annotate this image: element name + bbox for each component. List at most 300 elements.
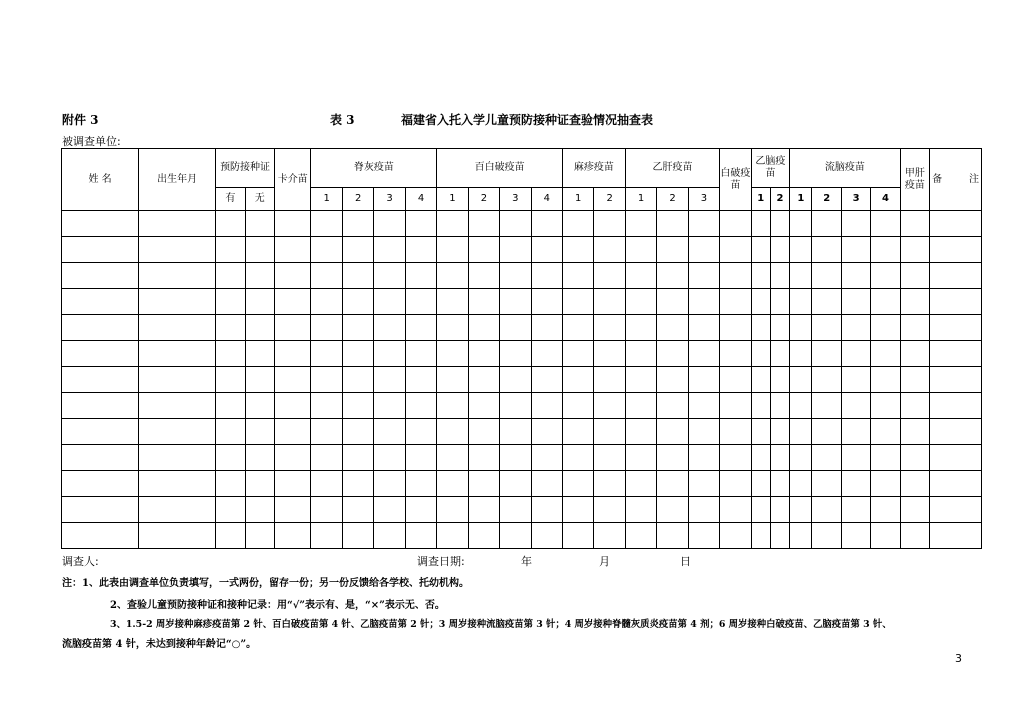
table-cell[interactable] bbox=[900, 393, 929, 419]
table-cell[interactable] bbox=[139, 211, 216, 237]
table-cell[interactable] bbox=[688, 211, 719, 237]
table-cell[interactable] bbox=[770, 419, 789, 445]
table-cell[interactable] bbox=[930, 393, 982, 419]
table-cell[interactable] bbox=[625, 289, 656, 315]
table-cell[interactable] bbox=[437, 393, 468, 419]
table-cell[interactable] bbox=[500, 211, 531, 237]
table-cell[interactable] bbox=[245, 263, 274, 289]
table-cell[interactable] bbox=[245, 341, 274, 367]
table-cell[interactable] bbox=[751, 237, 770, 263]
table-cell[interactable] bbox=[720, 263, 751, 289]
table-cell[interactable] bbox=[625, 367, 656, 393]
table-cell[interactable] bbox=[500, 419, 531, 445]
table-cell[interactable] bbox=[245, 211, 274, 237]
table-cell[interactable] bbox=[562, 211, 593, 237]
table-cell[interactable] bbox=[139, 523, 216, 549]
table-cell[interactable] bbox=[245, 471, 274, 497]
table-cell[interactable] bbox=[770, 341, 789, 367]
table-cell[interactable] bbox=[841, 263, 870, 289]
table-cell[interactable] bbox=[841, 523, 870, 549]
table-cell[interactable] bbox=[900, 471, 929, 497]
table-cell[interactable] bbox=[657, 419, 688, 445]
table-cell[interactable] bbox=[594, 237, 625, 263]
table-cell[interactable] bbox=[274, 237, 311, 263]
table-cell[interactable] bbox=[342, 315, 373, 341]
table-cell[interactable] bbox=[274, 367, 311, 393]
table-cell[interactable] bbox=[594, 211, 625, 237]
table-cell[interactable] bbox=[688, 341, 719, 367]
table-cell[interactable] bbox=[342, 289, 373, 315]
table-cell[interactable] bbox=[871, 263, 900, 289]
table-cell[interactable] bbox=[841, 445, 870, 471]
table-cell[interactable] bbox=[657, 497, 688, 523]
table-cell[interactable] bbox=[770, 315, 789, 341]
table-cell[interactable] bbox=[342, 471, 373, 497]
table-cell[interactable] bbox=[274, 419, 311, 445]
table-cell[interactable] bbox=[500, 237, 531, 263]
table-cell[interactable] bbox=[900, 315, 929, 341]
table-cell[interactable] bbox=[871, 341, 900, 367]
table-cell[interactable] bbox=[790, 523, 812, 549]
table-cell[interactable] bbox=[900, 445, 929, 471]
table-cell[interactable] bbox=[437, 211, 468, 237]
table-cell[interactable] bbox=[405, 445, 436, 471]
table-cell[interactable] bbox=[625, 523, 656, 549]
table-cell[interactable] bbox=[139, 263, 216, 289]
table-cell[interactable] bbox=[930, 341, 982, 367]
table-cell[interactable] bbox=[594, 289, 625, 315]
table-cell[interactable] bbox=[274, 445, 311, 471]
table-cell[interactable] bbox=[374, 445, 405, 471]
table-cell[interactable] bbox=[311, 289, 342, 315]
table-cell[interactable] bbox=[62, 211, 139, 237]
table-cell[interactable] bbox=[812, 523, 841, 549]
table-cell[interactable] bbox=[216, 263, 245, 289]
table-cell[interactable] bbox=[562, 289, 593, 315]
table-cell[interactable] bbox=[245, 523, 274, 549]
table-cell[interactable] bbox=[720, 393, 751, 419]
table-cell[interactable] bbox=[468, 263, 499, 289]
table-cell[interactable] bbox=[751, 471, 770, 497]
table-cell[interactable] bbox=[871, 315, 900, 341]
table-cell[interactable] bbox=[531, 315, 562, 341]
table-cell[interactable] bbox=[720, 211, 751, 237]
table-cell[interactable] bbox=[245, 497, 274, 523]
table-cell[interactable] bbox=[688, 289, 719, 315]
table-cell[interactable] bbox=[720, 523, 751, 549]
table-cell[interactable] bbox=[562, 393, 593, 419]
table-cell[interactable] bbox=[625, 263, 656, 289]
table-cell[interactable] bbox=[751, 341, 770, 367]
table-cell[interactable] bbox=[900, 237, 929, 263]
table-cell[interactable] bbox=[900, 419, 929, 445]
table-cell[interactable] bbox=[311, 523, 342, 549]
table-cell[interactable] bbox=[900, 263, 929, 289]
table-cell[interactable] bbox=[930, 497, 982, 523]
table-cell[interactable] bbox=[62, 315, 139, 341]
table-cell[interactable] bbox=[790, 445, 812, 471]
table-cell[interactable] bbox=[468, 315, 499, 341]
table-cell[interactable] bbox=[139, 367, 216, 393]
table-cell[interactable] bbox=[216, 367, 245, 393]
table-cell[interactable] bbox=[812, 393, 841, 419]
table-cell[interactable] bbox=[562, 367, 593, 393]
table-cell[interactable] bbox=[374, 367, 405, 393]
table-cell[interactable] bbox=[405, 367, 436, 393]
table-cell[interactable] bbox=[139, 419, 216, 445]
table-cell[interactable] bbox=[930, 237, 982, 263]
table-cell[interactable] bbox=[405, 315, 436, 341]
table-cell[interactable] bbox=[625, 315, 656, 341]
table-cell[interactable] bbox=[562, 341, 593, 367]
table-cell[interactable] bbox=[790, 419, 812, 445]
table-cell[interactable] bbox=[751, 211, 770, 237]
table-cell[interactable] bbox=[500, 315, 531, 341]
table-cell[interactable] bbox=[342, 419, 373, 445]
table-cell[interactable] bbox=[841, 419, 870, 445]
table-cell[interactable] bbox=[500, 263, 531, 289]
table-cell[interactable] bbox=[720, 289, 751, 315]
table-cell[interactable] bbox=[900, 289, 929, 315]
table-cell[interactable] bbox=[751, 523, 770, 549]
table-cell[interactable] bbox=[374, 211, 405, 237]
table-cell[interactable] bbox=[812, 471, 841, 497]
table-cell[interactable] bbox=[342, 237, 373, 263]
table-cell[interactable] bbox=[405, 263, 436, 289]
table-cell[interactable] bbox=[812, 315, 841, 341]
table-cell[interactable] bbox=[468, 367, 499, 393]
table-cell[interactable] bbox=[500, 523, 531, 549]
table-cell[interactable] bbox=[342, 393, 373, 419]
table-cell[interactable] bbox=[374, 497, 405, 523]
table-cell[interactable] bbox=[562, 237, 593, 263]
table-cell[interactable] bbox=[871, 237, 900, 263]
table-cell[interactable] bbox=[311, 263, 342, 289]
table-cell[interactable] bbox=[274, 523, 311, 549]
table-cell[interactable] bbox=[900, 341, 929, 367]
table-cell[interactable] bbox=[871, 471, 900, 497]
table-cell[interactable] bbox=[770, 263, 789, 289]
table-cell[interactable] bbox=[562, 471, 593, 497]
table-cell[interactable] bbox=[594, 315, 625, 341]
table-cell[interactable] bbox=[812, 445, 841, 471]
table-cell[interactable] bbox=[751, 263, 770, 289]
table-cell[interactable] bbox=[274, 315, 311, 341]
table-cell[interactable] bbox=[311, 367, 342, 393]
table-cell[interactable] bbox=[594, 341, 625, 367]
table-cell[interactable] bbox=[500, 471, 531, 497]
table-cell[interactable] bbox=[274, 263, 311, 289]
table-cell[interactable] bbox=[139, 315, 216, 341]
table-cell[interactable] bbox=[139, 445, 216, 471]
table-cell[interactable] bbox=[531, 237, 562, 263]
table-cell[interactable] bbox=[688, 393, 719, 419]
table-cell[interactable] bbox=[405, 393, 436, 419]
table-cell[interactable] bbox=[594, 471, 625, 497]
table-cell[interactable] bbox=[405, 211, 436, 237]
table-cell[interactable] bbox=[468, 419, 499, 445]
table-cell[interactable] bbox=[245, 315, 274, 341]
table-cell[interactable] bbox=[216, 419, 245, 445]
table-cell[interactable] bbox=[245, 445, 274, 471]
table-cell[interactable] bbox=[531, 211, 562, 237]
table-cell[interactable] bbox=[688, 367, 719, 393]
table-cell[interactable] bbox=[688, 237, 719, 263]
table-cell[interactable] bbox=[930, 523, 982, 549]
table-cell[interactable] bbox=[342, 211, 373, 237]
table-cell[interactable] bbox=[62, 445, 139, 471]
table-cell[interactable] bbox=[841, 471, 870, 497]
table-cell[interactable] bbox=[657, 289, 688, 315]
table-cell[interactable] bbox=[720, 419, 751, 445]
table-cell[interactable] bbox=[531, 289, 562, 315]
table-cell[interactable] bbox=[871, 211, 900, 237]
table-cell[interactable] bbox=[274, 289, 311, 315]
table-cell[interactable] bbox=[342, 497, 373, 523]
table-cell[interactable] bbox=[871, 419, 900, 445]
table-cell[interactable] bbox=[930, 211, 982, 237]
table-cell[interactable] bbox=[139, 237, 216, 263]
table-cell[interactable] bbox=[216, 237, 245, 263]
table-cell[interactable] bbox=[216, 445, 245, 471]
table-cell[interactable] bbox=[594, 263, 625, 289]
table-cell[interactable] bbox=[657, 341, 688, 367]
table-cell[interactable] bbox=[437, 341, 468, 367]
table-cell[interactable] bbox=[374, 393, 405, 419]
table-cell[interactable] bbox=[900, 523, 929, 549]
table-cell[interactable] bbox=[812, 263, 841, 289]
table-cell[interactable] bbox=[274, 497, 311, 523]
table-cell[interactable] bbox=[216, 211, 245, 237]
table-cell[interactable] bbox=[405, 523, 436, 549]
table-cell[interactable] bbox=[812, 211, 841, 237]
table-cell[interactable] bbox=[790, 341, 812, 367]
table-cell[interactable] bbox=[657, 211, 688, 237]
table-cell[interactable] bbox=[720, 237, 751, 263]
table-cell[interactable] bbox=[812, 497, 841, 523]
table-cell[interactable] bbox=[594, 445, 625, 471]
table-cell[interactable] bbox=[311, 419, 342, 445]
table-cell[interactable] bbox=[374, 263, 405, 289]
table-cell[interactable] bbox=[139, 471, 216, 497]
table-cell[interactable] bbox=[625, 419, 656, 445]
table-cell[interactable] bbox=[770, 237, 789, 263]
table-cell[interactable] bbox=[562, 419, 593, 445]
table-cell[interactable] bbox=[688, 315, 719, 341]
table-cell[interactable] bbox=[437, 471, 468, 497]
table-cell[interactable] bbox=[62, 471, 139, 497]
table-cell[interactable] bbox=[657, 367, 688, 393]
table-cell[interactable] bbox=[342, 523, 373, 549]
table-cell[interactable] bbox=[405, 471, 436, 497]
table-cell[interactable] bbox=[62, 237, 139, 263]
table-cell[interactable] bbox=[594, 497, 625, 523]
table-cell[interactable] bbox=[531, 497, 562, 523]
table-cell[interactable] bbox=[841, 497, 870, 523]
table-cell[interactable] bbox=[531, 367, 562, 393]
table-cell[interactable] bbox=[751, 289, 770, 315]
table-cell[interactable] bbox=[770, 289, 789, 315]
table-cell[interactable] bbox=[245, 237, 274, 263]
table-cell[interactable] bbox=[812, 289, 841, 315]
table-cell[interactable] bbox=[139, 341, 216, 367]
table-cell[interactable] bbox=[468, 289, 499, 315]
table-cell[interactable] bbox=[594, 393, 625, 419]
table-cell[interactable] bbox=[790, 263, 812, 289]
table-cell[interactable] bbox=[625, 341, 656, 367]
table-cell[interactable] bbox=[468, 237, 499, 263]
table-cell[interactable] bbox=[311, 211, 342, 237]
table-cell[interactable] bbox=[900, 497, 929, 523]
table-cell[interactable] bbox=[274, 471, 311, 497]
table-cell[interactable] bbox=[790, 367, 812, 393]
table-cell[interactable] bbox=[751, 445, 770, 471]
table-cell[interactable] bbox=[841, 341, 870, 367]
table-cell[interactable] bbox=[812, 367, 841, 393]
table-cell[interactable] bbox=[790, 315, 812, 341]
table-cell[interactable] bbox=[311, 471, 342, 497]
table-cell[interactable] bbox=[245, 419, 274, 445]
table-cell[interactable] bbox=[625, 211, 656, 237]
table-cell[interactable] bbox=[720, 341, 751, 367]
table-cell[interactable] bbox=[468, 341, 499, 367]
table-cell[interactable] bbox=[374, 419, 405, 445]
table-cell[interactable] bbox=[930, 315, 982, 341]
table-cell[interactable] bbox=[562, 523, 593, 549]
table-cell[interactable] bbox=[342, 341, 373, 367]
table-cell[interactable] bbox=[311, 315, 342, 341]
table-cell[interactable] bbox=[374, 289, 405, 315]
table-cell[interactable] bbox=[405, 289, 436, 315]
table-cell[interactable] bbox=[311, 497, 342, 523]
table-cell[interactable] bbox=[688, 497, 719, 523]
table-cell[interactable] bbox=[531, 263, 562, 289]
table-cell[interactable] bbox=[405, 341, 436, 367]
table-cell[interactable] bbox=[62, 367, 139, 393]
table-cell[interactable] bbox=[930, 471, 982, 497]
table-cell[interactable] bbox=[625, 393, 656, 419]
table-cell[interactable] bbox=[930, 419, 982, 445]
table-cell[interactable] bbox=[342, 263, 373, 289]
table-cell[interactable] bbox=[531, 471, 562, 497]
table-cell[interactable] bbox=[139, 497, 216, 523]
table-cell[interactable] bbox=[657, 263, 688, 289]
table-cell[interactable] bbox=[871, 367, 900, 393]
table-cell[interactable] bbox=[216, 497, 245, 523]
table-cell[interactable] bbox=[216, 471, 245, 497]
table-cell[interactable] bbox=[500, 497, 531, 523]
table-cell[interactable] bbox=[688, 471, 719, 497]
table-cell[interactable] bbox=[770, 393, 789, 419]
table-cell[interactable] bbox=[657, 393, 688, 419]
table-cell[interactable] bbox=[688, 445, 719, 471]
table-cell[interactable] bbox=[790, 211, 812, 237]
table-cell[interactable] bbox=[720, 497, 751, 523]
table-cell[interactable] bbox=[871, 497, 900, 523]
table-cell[interactable] bbox=[311, 393, 342, 419]
table-cell[interactable] bbox=[625, 445, 656, 471]
table-cell[interactable] bbox=[720, 315, 751, 341]
table-cell[interactable] bbox=[720, 471, 751, 497]
table-cell[interactable] bbox=[139, 393, 216, 419]
table-cell[interactable] bbox=[720, 367, 751, 393]
table-cell[interactable] bbox=[562, 445, 593, 471]
table-cell[interactable] bbox=[468, 471, 499, 497]
table-cell[interactable] bbox=[900, 367, 929, 393]
table-cell[interactable] bbox=[790, 497, 812, 523]
table-cell[interactable] bbox=[468, 393, 499, 419]
table-cell[interactable] bbox=[437, 263, 468, 289]
table-cell[interactable] bbox=[139, 289, 216, 315]
table-cell[interactable] bbox=[625, 237, 656, 263]
table-cell[interactable] bbox=[625, 497, 656, 523]
table-cell[interactable] bbox=[871, 289, 900, 315]
table-cell[interactable] bbox=[311, 341, 342, 367]
table-cell[interactable] bbox=[216, 523, 245, 549]
table-cell[interactable] bbox=[930, 263, 982, 289]
table-cell[interactable] bbox=[770, 211, 789, 237]
table-cell[interactable] bbox=[751, 367, 770, 393]
table-cell[interactable] bbox=[841, 211, 870, 237]
table-cell[interactable] bbox=[437, 367, 468, 393]
table-cell[interactable] bbox=[437, 445, 468, 471]
table-cell[interactable] bbox=[274, 341, 311, 367]
table-cell[interactable] bbox=[216, 393, 245, 419]
table-cell[interactable] bbox=[812, 419, 841, 445]
table-cell[interactable] bbox=[62, 497, 139, 523]
table-cell[interactable] bbox=[62, 341, 139, 367]
table-cell[interactable] bbox=[688, 419, 719, 445]
table-cell[interactable] bbox=[62, 419, 139, 445]
table-cell[interactable] bbox=[216, 289, 245, 315]
table-cell[interactable] bbox=[468, 211, 499, 237]
table-cell[interactable] bbox=[751, 419, 770, 445]
table-cell[interactable] bbox=[625, 471, 656, 497]
table-cell[interactable] bbox=[790, 289, 812, 315]
table-cell[interactable] bbox=[245, 289, 274, 315]
table-cell[interactable] bbox=[751, 315, 770, 341]
table-cell[interactable] bbox=[770, 497, 789, 523]
table-cell[interactable] bbox=[245, 367, 274, 393]
table-cell[interactable] bbox=[594, 523, 625, 549]
table-cell[interactable] bbox=[770, 367, 789, 393]
table-cell[interactable] bbox=[500, 445, 531, 471]
table-cell[interactable] bbox=[500, 367, 531, 393]
table-cell[interactable] bbox=[437, 523, 468, 549]
table-cell[interactable] bbox=[62, 393, 139, 419]
table-cell[interactable] bbox=[500, 289, 531, 315]
table-cell[interactable] bbox=[62, 289, 139, 315]
table-cell[interactable] bbox=[374, 315, 405, 341]
table-cell[interactable] bbox=[930, 289, 982, 315]
table-cell[interactable] bbox=[790, 237, 812, 263]
table-cell[interactable] bbox=[468, 523, 499, 549]
table-cell[interactable] bbox=[405, 419, 436, 445]
table-cell[interactable] bbox=[311, 237, 342, 263]
table-cell[interactable] bbox=[720, 445, 751, 471]
table-cell[interactable] bbox=[437, 419, 468, 445]
table-cell[interactable] bbox=[437, 237, 468, 263]
table-cell[interactable] bbox=[657, 237, 688, 263]
table-cell[interactable] bbox=[500, 341, 531, 367]
table-cell[interactable] bbox=[871, 393, 900, 419]
table-cell[interactable] bbox=[841, 367, 870, 393]
table-cell[interactable] bbox=[437, 289, 468, 315]
table-cell[interactable] bbox=[841, 393, 870, 419]
table-cell[interactable] bbox=[562, 315, 593, 341]
table-cell[interactable] bbox=[751, 497, 770, 523]
table-cell[interactable] bbox=[405, 497, 436, 523]
